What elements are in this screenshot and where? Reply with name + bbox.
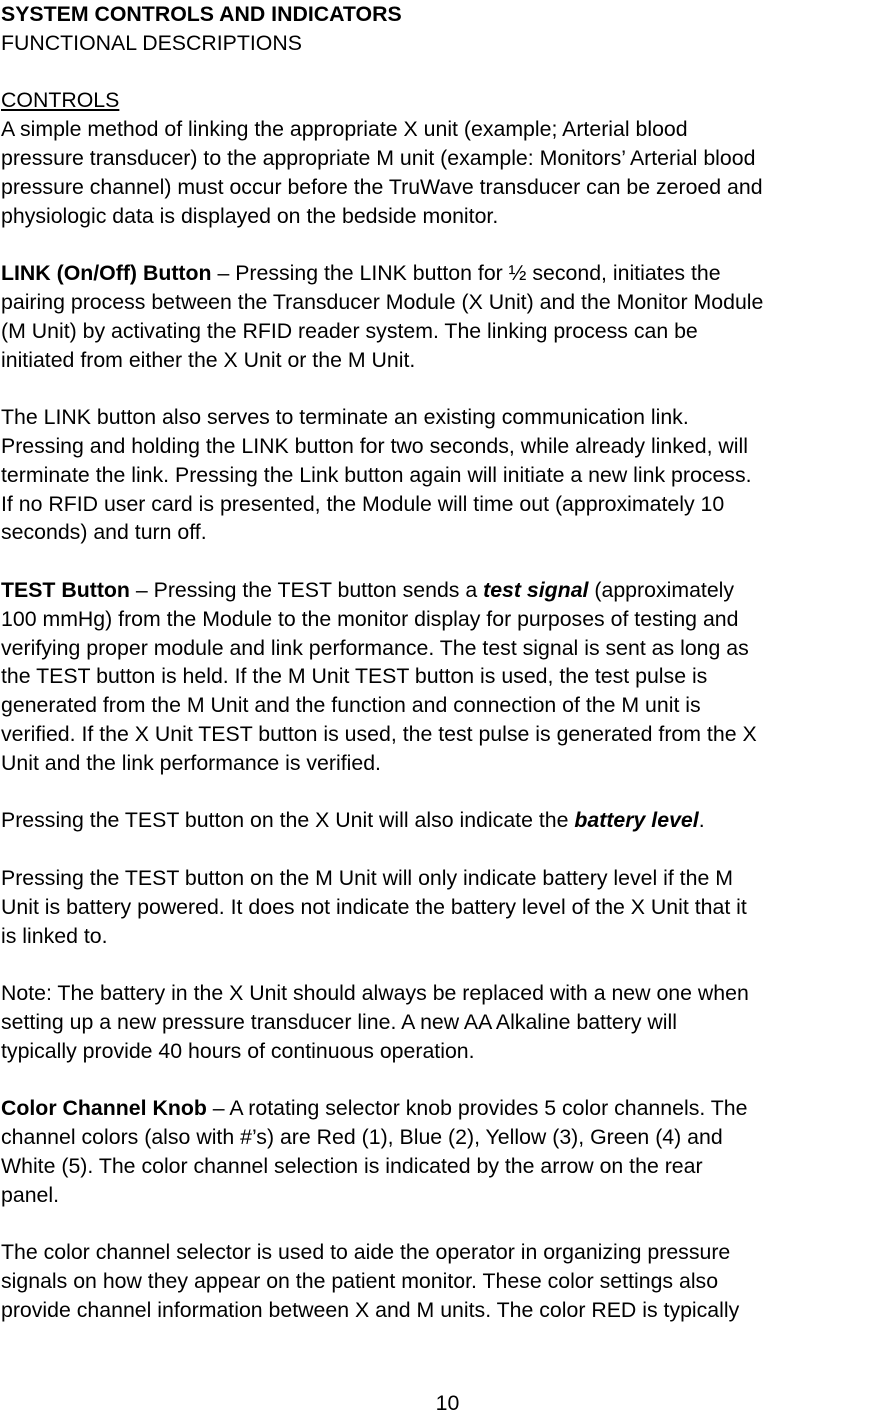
test-paragraph-line: Unit and the link performance is verified. xyxy=(1,750,381,775)
color-knob-line xyxy=(1,1094,893,1123)
test-paragraph-line: verifying proper module and link performance. The test signal is sent as long as xyxy=(1,635,749,660)
intro-line: physiologic data is displayed on the bedside monitor. xyxy=(1,203,499,228)
battery-indicate-line xyxy=(1,806,893,835)
spacer xyxy=(1,778,893,807)
color-knob-line: panel. xyxy=(1,1182,60,1207)
link-paragraph-line: (M Unit) by activating the RFID reader system. The linking process can be xyxy=(1,318,698,343)
battery-indicate-text: Pressing the TEST button on the X Unit will also indicate the xyxy=(1,808,575,833)
color-knob-term: Color Channel Knob xyxy=(1,1096,207,1121)
link-paragraph-line: pairing process between the Transducer Module (X Unit) and the Monitor Module xyxy=(1,289,764,314)
m-unit-battery-line: Unit is battery powered. It does not indicate the battery level of the X Unit that it xyxy=(1,894,747,919)
note-line: Note: The battery in the X Unit should always be replaced with a new one when xyxy=(1,981,749,1006)
test-button-term: TEST Button xyxy=(1,577,130,602)
spacer xyxy=(1,58,893,87)
battery-level-emphasis: battery level xyxy=(574,808,699,833)
spacer xyxy=(1,1209,893,1238)
controls-heading-line xyxy=(1,86,893,115)
link-terminate-line: Pressing and holding the LINK button for two seconds, while already linked, will xyxy=(1,433,748,458)
test-paragraph-line: the TEST button is held. If the M Unit TEST button is used, the test pulse is xyxy=(1,664,708,689)
battery-indicate-tail: . xyxy=(698,808,705,833)
color-knob-line: White (5). The color channel selection is indicated by the arrow on the rear xyxy=(1,1153,703,1178)
link-paragraph-text: – Pressing the LINK button for ½ second, initiates the xyxy=(211,261,721,286)
color-selector-line: The color channel selector is used to aide the operator in organizing pressure xyxy=(1,1240,731,1265)
color-selector-line: signals on how they appear on the patient monitor. These color settings also xyxy=(1,1269,719,1294)
intro-line: A simple method of linking the appropriate X unit (example; Arterial blood xyxy=(1,117,688,142)
page-number: 10 xyxy=(435,1391,460,1415)
spacer xyxy=(1,950,893,979)
note-line: typically provide 40 hours of continuous operation. xyxy=(1,1038,475,1063)
note-line: setting up a new pressure transducer line. A new AA Alkaline battery will xyxy=(1,1009,677,1034)
spacer xyxy=(1,374,893,403)
link-terminate-line: terminate the link. Pressing the Link button again will initiate a new link process. xyxy=(1,462,752,487)
link-paragraph-line xyxy=(1,259,893,288)
controls-heading: CONTROLS xyxy=(1,88,120,113)
m-unit-battery-line: Pressing the TEST button on the M Unit will only indicate battery level if the M xyxy=(1,865,733,890)
color-knob-line: channel colors (also with #’s) are Red (1), Blue (2), Yellow (3), Green (4) and xyxy=(1,1125,723,1150)
section-subtitle: FUNCTIONAL DESCRIPTIONS xyxy=(1,30,302,55)
test-signal-emphasis: test signal xyxy=(483,577,589,602)
test-paragraph-line xyxy=(1,576,893,605)
link-terminate-line: If no RFID user card is presented, the Module will time out (approximately 10 xyxy=(1,491,725,516)
spacer xyxy=(1,230,893,259)
link-terminate-line: The LINK button also serves to terminate an existing communication link. xyxy=(1,405,689,430)
intro-line: pressure transducer) to the appropriate M unit (example: Monitors’ Arterial blood xyxy=(1,145,756,170)
spacer xyxy=(1,1065,893,1094)
m-unit-battery-line: is linked to. xyxy=(1,923,108,948)
test-paragraph-text: (approximately xyxy=(588,577,735,602)
section-title: SYSTEM CONTROLS AND INDICATORS xyxy=(1,2,402,26)
link-button-term: LINK (On/Off) Button xyxy=(1,261,212,286)
intro-line: pressure channel) must occur before the TruWave transducer can be zeroed and xyxy=(1,174,763,199)
test-paragraph-line: generated from the M Unit and the function and connection of the M unit is xyxy=(1,693,701,718)
test-paragraph-text: – Pressing the TEST button sends a xyxy=(129,577,484,602)
spacer xyxy=(1,835,893,864)
link-paragraph-line: initiated from either the X Unit or the M Unit. xyxy=(1,347,416,372)
color-knob-text: – A rotating selector knob provides 5 color channels. The xyxy=(206,1096,748,1121)
color-selector-line: provide channel information between X and M units. The color RED is typically xyxy=(1,1297,740,1322)
document-page xyxy=(1,0,893,1325)
link-terminate-line: seconds) and turn off. xyxy=(1,520,207,545)
spacer xyxy=(1,547,893,576)
test-paragraph-line: verified. If the X Unit TEST button is used, the test pulse is generated from the X xyxy=(1,721,757,746)
test-paragraph-line: 100 mmHg) from the Module to the monitor display for purposes of testing and xyxy=(1,606,739,631)
